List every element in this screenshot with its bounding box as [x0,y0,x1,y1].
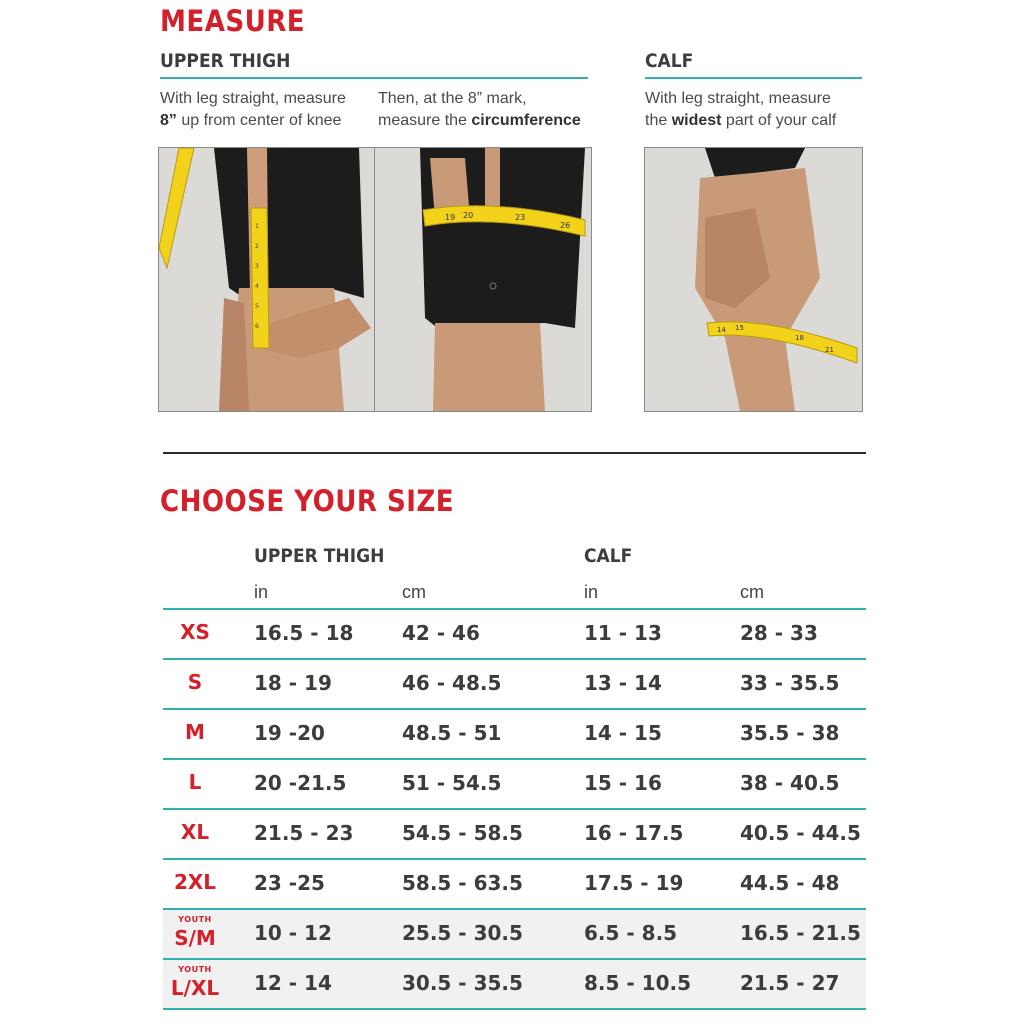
svg-text:20: 20 [463,211,474,220]
thigh-vertical-tape-photo [158,147,375,412]
calf-heading: CALF [645,50,694,72]
size-cell-thigh-in: 18 - 19 [254,671,332,695]
svg-text:5: 5 [255,303,259,310]
size-cell-thigh-cm: 25.5 - 30.5 [402,921,523,945]
upper-thigh-rule [160,77,588,79]
size-cell-thigh-cm: 30.5 - 35.5 [402,971,523,995]
size-cell-calf-in: 8.5 - 10.5 [584,971,692,995]
size-cell-thigh-in: 19 -20 [254,721,325,745]
size-cell-calf-cm: 35.5 - 38 [740,721,840,745]
section-divider [163,452,866,454]
svg-text:26: 26 [560,221,571,230]
thigh-circumference-photo [374,147,592,412]
size-cell-thigh-in: 16.5 - 18 [254,621,354,645]
size-cell-thigh-in: 20 -21.5 [254,771,347,795]
table-rule [163,1008,866,1010]
size-cell-thigh-in: 10 - 12 [254,921,332,945]
svg-text:15: 15 [735,324,744,332]
unit-calf-cm: cm [740,582,764,602]
svg-text:21: 21 [825,346,834,354]
size-cell-calf-in: 13 - 14 [584,671,662,695]
svg-text:4: 4 [255,283,259,290]
size-label: XL [180,820,210,844]
table-rule [163,758,866,760]
table-rule [163,708,866,710]
youth-label: YOUTH [178,965,212,974]
svg-text:3: 3 [255,263,259,270]
size-cell-thigh-in: 12 - 14 [254,971,332,995]
size-cell-calf-cm: 16.5 - 21.5 [740,921,861,945]
size-cell-calf-cm: 40.5 - 44.5 [740,821,861,845]
size-cell-thigh-cm: 46 - 48.5 [402,671,502,695]
unit-thigh-cm: cm [402,582,426,602]
svg-text:19: 19 [445,213,456,222]
thigh-step2-text: Then, at the 8” mark, measure the circumference [378,90,581,129]
youth-label: YOUTH [178,915,212,924]
upper-thigh-heading: UPPER THIGH [160,50,291,72]
thigh-step1-text: With leg straight, measure 8” up from center of knee [160,90,346,129]
size-label: 2XL [173,870,217,894]
size-label: XS [180,620,210,644]
size-label: M [185,720,205,744]
size-label: L [188,770,202,794]
calf-step-text: With leg straight, measure the widest part of your calf [645,90,837,129]
table-rule [163,808,866,810]
size-cell-calf-cm: 44.5 - 48 [740,871,840,895]
size-chart-title: CHOOSE YOUR SIZE [160,484,455,518]
size-cell-thigh-cm: 48.5 - 51 [402,721,502,745]
calf-rule [645,77,862,79]
size-cell-thigh-cm: 42 - 46 [402,621,480,645]
size-cell-calf-in: 6.5 - 8.5 [584,921,678,945]
size-cell-thigh-cm: 54.5 - 58.5 [402,821,523,845]
unit-calf-in: in [584,582,599,602]
size-cell-thigh-in: 23 -25 [254,871,325,895]
svg-text:6: 6 [255,323,259,330]
svg-text:2: 2 [255,243,259,250]
size-cell-calf-in: 17.5 - 19 [584,871,684,895]
measure-title: MEASURE [160,4,306,38]
svg-text:1: 1 [255,223,259,230]
size-cell-thigh-cm: 51 - 54.5 [402,771,502,795]
size-cell-calf-in: 11 - 13 [584,621,662,645]
size-chart-thigh-heading: UPPER THIGH [254,545,385,567]
size-cell-calf-cm: 21.5 - 27 [740,971,840,995]
size-chart-calf-heading: CALF [584,545,633,567]
table-rule [163,658,866,660]
size-cell-calf-cm: 28 - 33 [740,621,818,645]
svg-text:23: 23 [515,213,526,222]
calf-measure-photo [644,147,863,412]
svg-text:14: 14 [717,326,726,334]
size-cell-calf-cm: 38 - 40.5 [740,771,840,795]
unit-thigh-in: in [254,582,269,602]
size-cell-calf-in: 14 - 15 [584,721,662,745]
size-label: S/M [174,926,216,950]
size-label: L/XL [170,976,220,1000]
size-cell-calf-in: 15 - 16 [584,771,662,795]
size-cell-thigh-cm: 58.5 - 63.5 [402,871,523,895]
size-cell-calf-cm: 33 - 35.5 [740,671,840,695]
size-label: S [187,670,203,694]
svg-text:18: 18 [795,334,804,342]
table-rule [163,608,866,610]
size-cell-thigh-in: 21.5 - 23 [254,821,354,845]
size-cell-calf-in: 16 - 17.5 [584,821,684,845]
table-rule [163,858,866,860]
